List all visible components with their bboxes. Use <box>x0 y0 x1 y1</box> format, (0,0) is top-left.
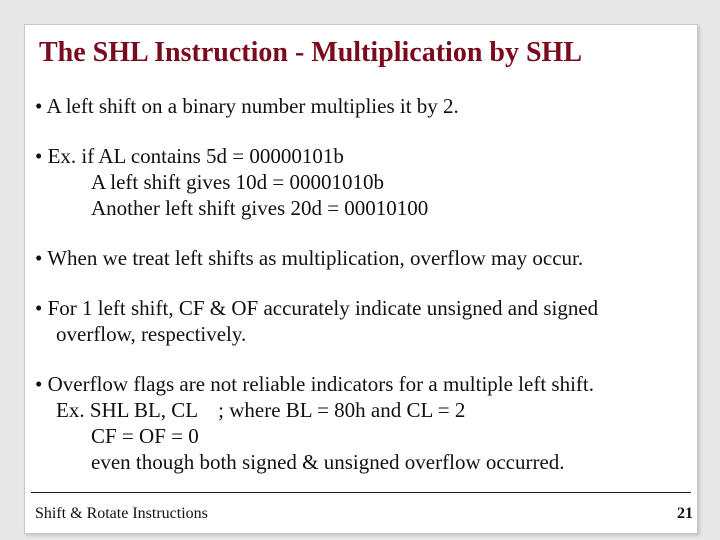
code-comment: ; where BL = 80h and CL = 2 <box>218 398 466 422</box>
bullet-text: • Overflow flags are not reliable indicators for a multiple left shift. <box>35 372 595 396</box>
bullet-item <box>35 371 690 475</box>
code-instruction: Ex. SHL BL, CL <box>56 398 199 422</box>
bullet-item <box>35 143 690 221</box>
bullet-text: • A left shift on a binary number multiplies it by 2. <box>35 94 459 118</box>
code-example-line <box>35 397 690 423</box>
bullet-text: • For 1 left shift, CF & OF accurately indicate unsigned and signed <box>35 296 599 320</box>
bullet-subline: Another left shift gives 20d = 00010100 <box>91 196 429 220</box>
footer-divider <box>31 492 691 493</box>
bullet-item <box>35 93 690 119</box>
bullet-text: • When we treat left shifts as multiplication, overflow may occur. <box>35 246 584 270</box>
bullet-subline: even though both signed & unsigned overflow occurred. <box>91 450 565 474</box>
bullet-subline: CF = OF = 0 <box>91 424 199 448</box>
slide-body <box>35 93 690 499</box>
slide <box>24 24 698 534</box>
slide-title: The SHL Instruction - Multiplication by SHL <box>39 37 582 68</box>
bullet-item <box>35 295 690 347</box>
bullet-subline: A left shift gives 10d = 00001010b <box>91 170 384 194</box>
bullet-text: • Ex. if AL contains 5d = 00000101b <box>35 144 344 168</box>
bullet-item <box>35 245 690 271</box>
page-number: 21 <box>677 505 693 522</box>
footer-title: Shift & Rotate Instructions <box>35 505 208 522</box>
bullet-continuation: overflow, respectively. <box>56 322 247 346</box>
